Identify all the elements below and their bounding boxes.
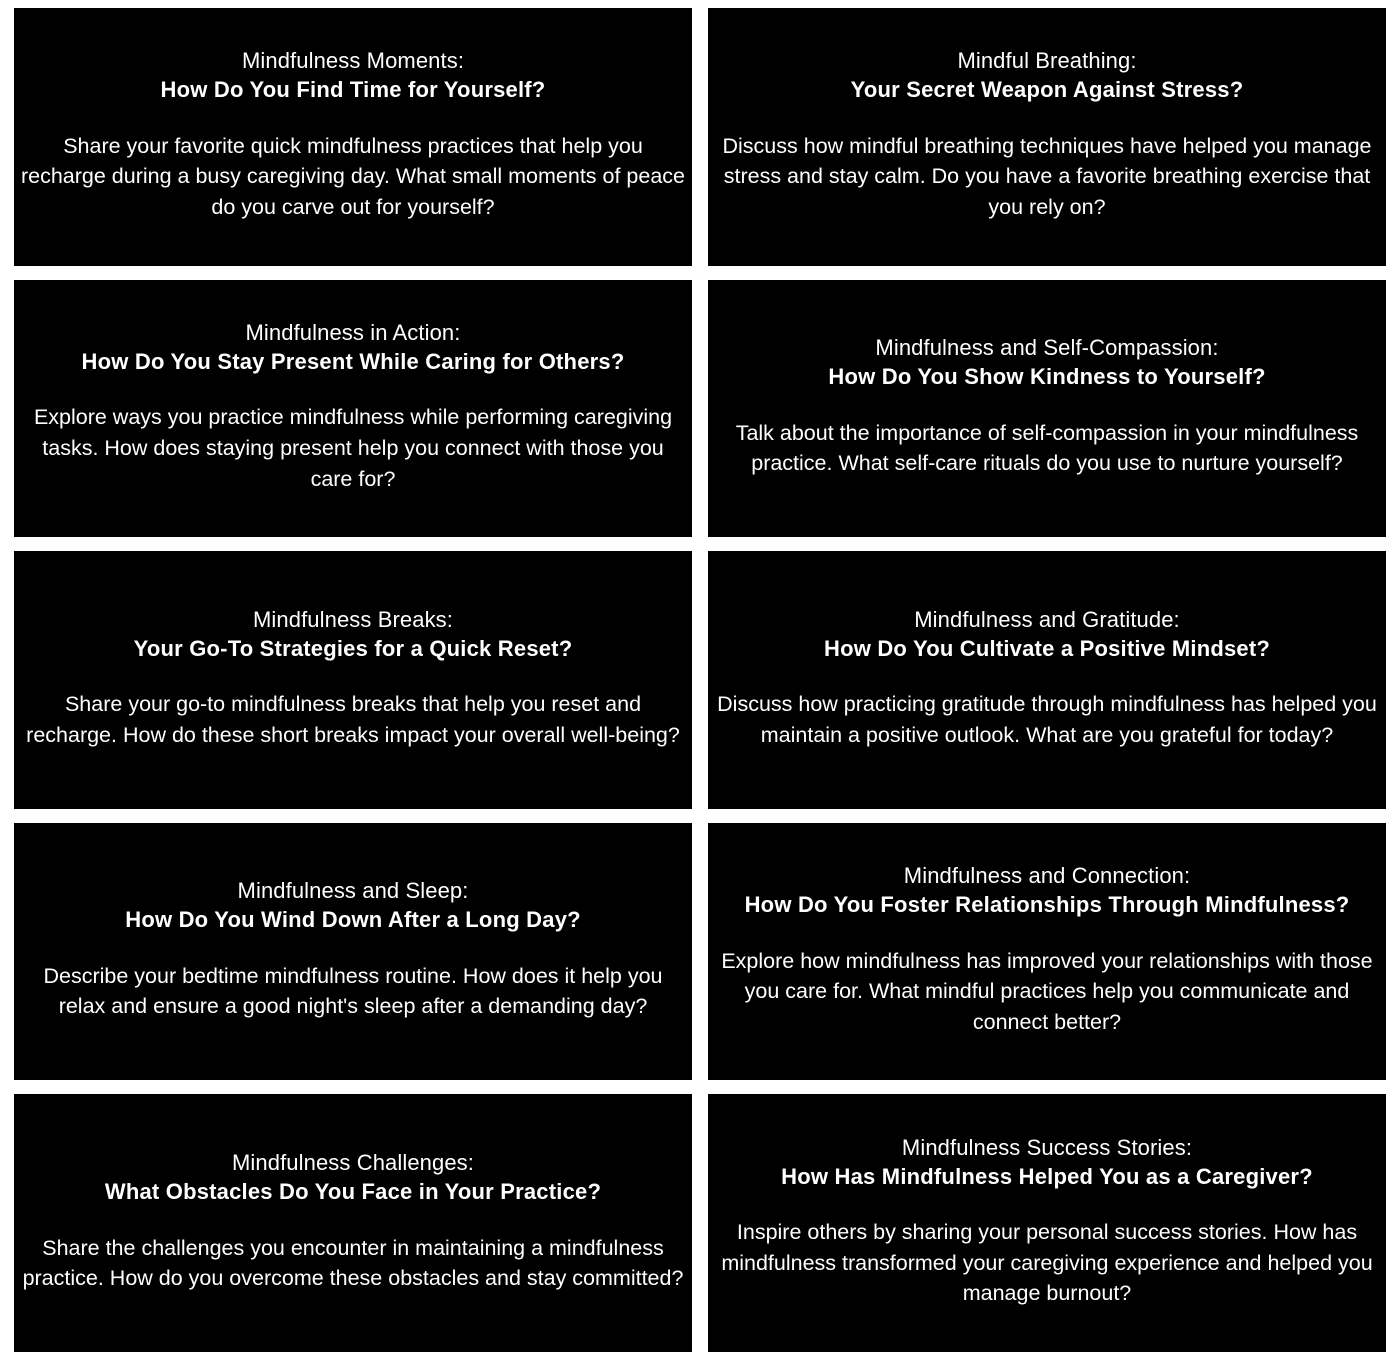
card-body: Describe your bedtime mindfulness routine. How does it help you relax and ensure a good night's sleep after a demanding day? [43, 963, 663, 1019]
card-body: Talk about the importance of self-compassion in your mindfulness practice. What self-care rituals do you use to nurture yourself? [735, 420, 1359, 476]
prompt-card [14, 823, 692, 1081]
card-body: Share your favorite quick mindfulness practices that help you recharge during a busy caregiving day. What small moments of peace do you carve out for yourself? [20, 133, 686, 219]
card-kicker: Mindfulness and Connection: [903, 862, 1191, 888]
card-body: Discuss how practicing gratitude through mindfulness has helped you maintain a positive outlook. What are you grateful for today? [717, 692, 1377, 747]
prompt-card [14, 1094, 692, 1352]
card-kicker: Mindful Breathing: [957, 48, 1137, 74]
prompt-card [708, 551, 1386, 809]
prompt-card [708, 1094, 1386, 1352]
card-headline: What Obstacles Do You Face in Your Practice? [104, 1178, 602, 1204]
card-headline: How Do You Wind Down After a Long Day? [125, 907, 581, 933]
card-kicker: Mindfulness Moments: [241, 48, 465, 74]
card-headline: How Has Mindfulness Helped You as a Caregiver? [781, 1163, 1313, 1189]
card-body: Share the challenges you encounter in maintaining a mindfulness practice. How do you overcome these obstacles and stay committed? [22, 1235, 684, 1291]
card-headline: How Do You Show Kindness to Yourself? [828, 364, 1266, 390]
card-body: Discuss how mindful breathing techniques have helped you manage stress and stay calm. Do you have a favorite breathing exercise that you rely on? [722, 133, 1372, 219]
card-kicker: Mindfulness Challenges: [232, 1149, 474, 1175]
card-headline: Your Secret Weapon Against Stress? [850, 77, 1244, 103]
card-headline: How Do You Stay Present While Caring for Others? [81, 348, 625, 374]
card-kicker: Mindfulness Success Stories: [901, 1134, 1193, 1160]
card-body: Explore how mindfulness has improved your relationships with those you care for. What mindful practices help you communicate and connect better? [721, 948, 1373, 1034]
prompt-card [14, 551, 692, 809]
card-kicker: Mindfulness and Sleep: [237, 878, 469, 904]
card-headline: How Do You Foster Relationships Through Mindfulness? [744, 892, 1350, 918]
prompt-card [14, 8, 692, 266]
card-body: Share your go-to mindfulness breaks that help you reset and recharge. How do these short breaks impact your overall well-being? [26, 692, 680, 747]
card-kicker: Mindfulness Breaks: [253, 606, 453, 632]
prompt-card [708, 8, 1386, 266]
card-kicker: Mindfulness and Self-Compassion: [875, 335, 1219, 360]
card-headline: How Do You Cultivate a Positive Mindset? [823, 635, 1271, 661]
prompt-card [708, 280, 1386, 538]
card-headline: How Do You Find Time for Yourself? [160, 77, 546, 103]
prompt-card [14, 280, 692, 538]
card-kicker: Mindfulness in Action: [245, 319, 461, 345]
card-body: Explore ways you practice mindfulness while performing caregiving tasks. How does staying present help you connect with those you care for? [33, 405, 673, 491]
card-headline: Your Go-To Strategies for a Quick Reset? [133, 635, 573, 661]
card-body: Inspire others by sharing your personal success stories. How has mindfulness transformed your caregiving experience and helped you manage burnout? [721, 1220, 1373, 1306]
prompt-card [708, 823, 1386, 1081]
card-kicker: Mindfulness and Gratitude: [914, 606, 1180, 632]
